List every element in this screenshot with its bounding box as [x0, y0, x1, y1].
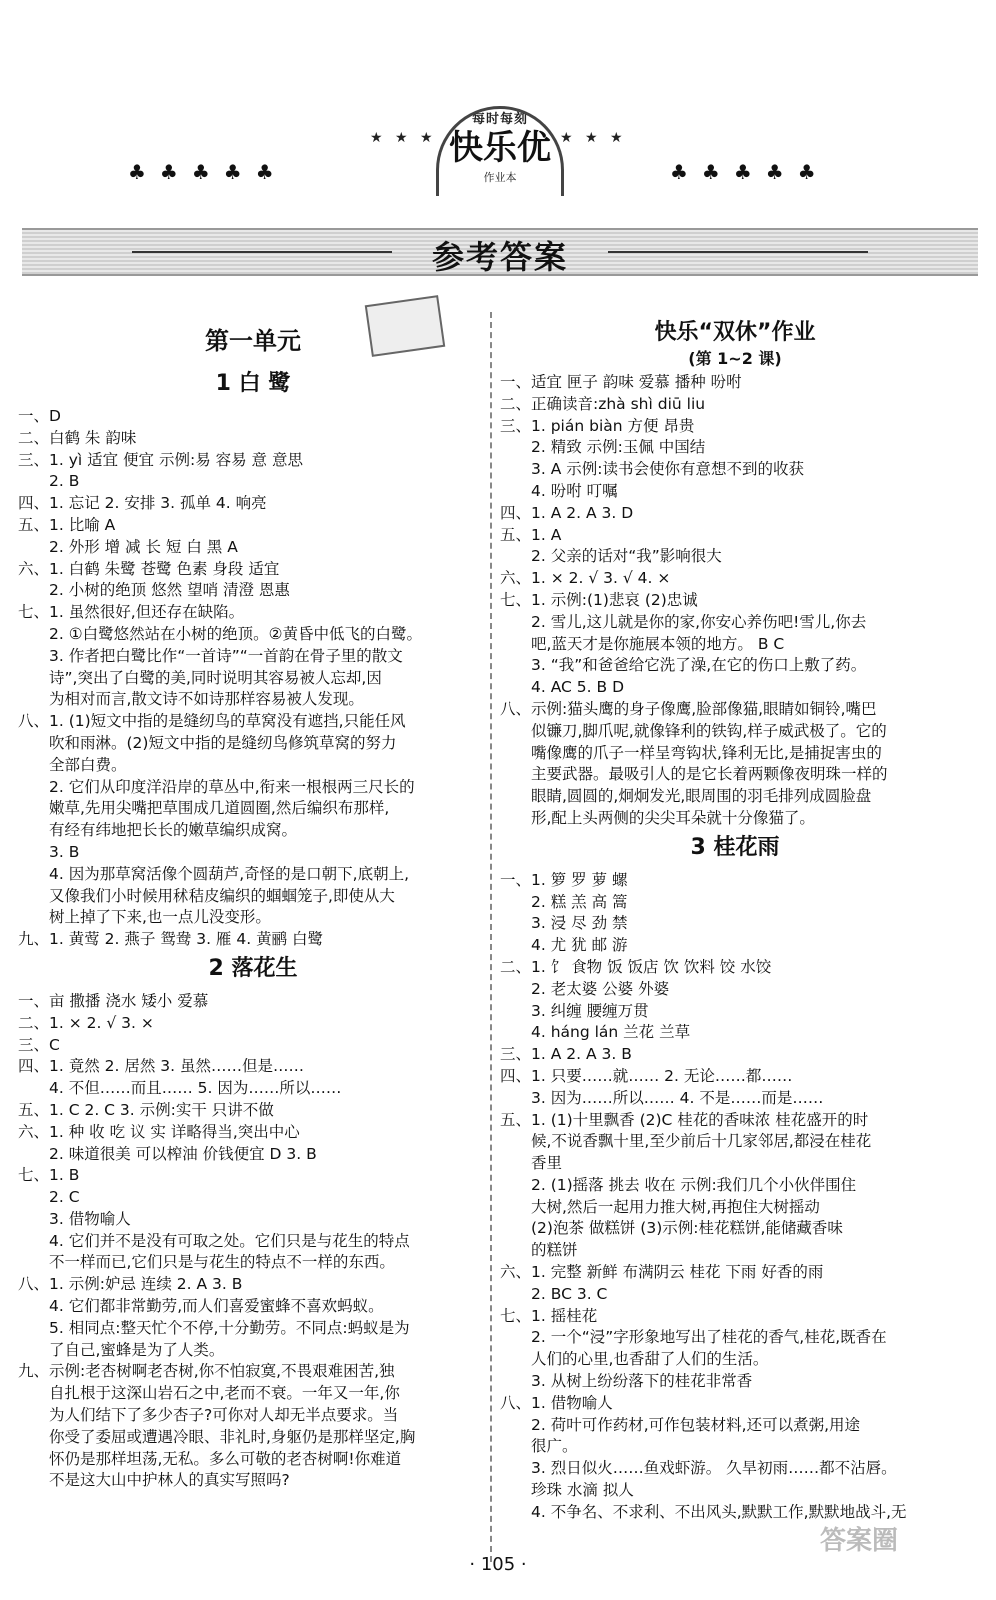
answer-line: 了自己,蜜蜂是为了人类。: [18, 1340, 225, 1359]
brand-main-text: 快乐优: [449, 128, 551, 168]
answer-line: 的糕饼: [500, 1241, 578, 1260]
answer-line: (2)泡茶 做糕饼 (3)示例:桂花糕饼,能储藏香味: [500, 1219, 843, 1238]
clover-decoration-left: ♣♣♣♣♣: [128, 160, 288, 184]
answer-line: 4. 吩咐 叮嘱: [500, 481, 618, 500]
answer-line: 大树,然后一起用力推大树,再抱住大树摇动: [500, 1197, 820, 1216]
answer-line: 八、1. 借物喻人: [500, 1393, 613, 1412]
answer-line: 2. 它们从印度洋沿岸的草丛中,衔来一根根两三尺长的: [18, 777, 415, 796]
answer-line: 似镰刀,脚爪呢,就像锋利的铁钩,样子威武极了。它的: [500, 721, 887, 740]
answer-line: 八、1. (1)短文中指的是缝纫鸟的草窝没有遮挡,只能任风: [18, 712, 406, 731]
answer-line: 形,配上头两侧的尖尖耳朵就十分像猫了。: [500, 808, 815, 827]
answer-line: 二、正确读音:zhà shì diū liu: [500, 394, 706, 413]
star-decoration-left: ★ ★ ★: [370, 130, 437, 146]
answer-line: 一、1. 箩 罗 萝 螺: [500, 870, 628, 889]
answer-line: 二、1. × 2. √ 3. ×: [18, 1013, 154, 1032]
answer-line: 2. 荷叶可作药材,可作包装材料,还可以煮粥,用途: [500, 1415, 860, 1434]
answer-line: 3. 纠缠 腰缠万贯: [500, 1001, 649, 1020]
answer-line: 吹和雨淋。(2)短文中指的是缝纫鸟修筑草窝的努力: [18, 733, 397, 752]
answer-line: 吧,蓝天才是你施展本领的地方。 B C: [500, 634, 785, 653]
answer-line: 五、1. (1)十里飘香 (2)C 桂花的香味浓 桂花盛开的时: [500, 1110, 869, 1129]
answer-line: 五、1. C 2. C 3. 示例:实干 只讲不做: [18, 1100, 274, 1119]
answer-line: 4. AC 5. B D: [500, 678, 625, 697]
answer-line: 怀仍是那样坦荡,无私。多么可敬的老杏树啊!你难道: [18, 1449, 402, 1468]
answer-line: 2. C: [18, 1188, 80, 1207]
answer-line: 2. (1)摇落 挑去 收在 示例:我们几个小伙伴围住: [500, 1175, 857, 1194]
answer-line: 六、1. 完整 新鲜 布满阴云 桂花 下雨 好香的雨: [500, 1263, 824, 1282]
answer-line: 九、示例:老杏树啊老杏树,你不怕寂寞,不畏艰难困苦,独: [18, 1362, 395, 1381]
answer-line: 4. 它们并不是没有可取之处。它们只是与花生的特点: [18, 1231, 410, 1250]
answer-line: 为人们结下了多少杏子?可你对人却无半点要求。当: [18, 1406, 399, 1425]
answer-line: 2. 父亲的话对“我”影响很大: [500, 547, 722, 566]
answer-line: 七、1. 摇桂花: [500, 1306, 598, 1325]
lesson3-title: 3 桂花雨: [690, 834, 780, 860]
answer-line: 四、1. 竟然 2. 居然 3. 虽然……但是……: [18, 1057, 305, 1076]
answer-line: 八、示例:猫头鹰的身子像鹰,脸部像猫,眼睛如铜铃,嘴巴: [500, 699, 877, 718]
answer-line: 五、1. 比喻 A: [18, 515, 116, 534]
clover-decoration-right: ♣♣♣♣♣: [670, 160, 830, 184]
answer-line: 四、1. A 2. A 3. D: [500, 503, 634, 522]
answer-line: 树上掉了下来,也一点儿没变形。: [18, 908, 271, 927]
answer-line: 眼睛,圆圆的,炯炯发光,眼周围的羽毛排列成圆脸盘: [500, 787, 872, 806]
answer-line: 2. 糕 羔 高 篙: [500, 892, 628, 911]
page-number: · 105 ·: [469, 1554, 527, 1575]
lesson3-answers: [500, 870, 970, 1524]
answer-line: 不是这大山中护林人的真实写照吗?: [18, 1471, 290, 1490]
answer-banner: [22, 228, 978, 276]
answer-line: 人们的心里,也香甜了人们的生活。: [500, 1350, 769, 1369]
answer-line: 香里: [500, 1154, 563, 1173]
lesson2-title: 2 落花生: [208, 955, 298, 981]
answer-line: 2. 老太婆 公婆 外婆: [500, 979, 670, 998]
answer-line: 2. 味道很美 可以榨油 价钱便宜 D 3. B: [18, 1144, 317, 1163]
answer-line: 六、1. 种 收 吃 议 实 详略得当,突出中心: [18, 1122, 300, 1141]
answer-line: 4. 它们都非常勤劳,而人们喜爱蜜蜂不喜欢蚂蚁。: [18, 1297, 384, 1316]
lesson2-answers: [18, 991, 488, 1492]
brand-sub-text: 作业本: [483, 171, 517, 184]
answer-line: 4. 尤 犹 邮 游: [500, 936, 628, 955]
answer-line: 4. 不争名、不求利、不出风头,默默工作,默默地战斗,无: [500, 1502, 907, 1521]
answer-line: 四、1. 只要……就…… 2. 无论……都……: [500, 1066, 793, 1085]
column-divider: [490, 312, 492, 1562]
answer-line: 2. 外形 增 减 长 短 白 黑 A: [18, 537, 238, 556]
answer-line: 一、D: [18, 407, 61, 425]
answer-line: 嘴像鹰的爪子一样呈弯钩状,锋利无比,是捕捉害虫的: [500, 743, 882, 762]
answer-line: 一、亩 撒播 浇水 矮小 爱慕: [18, 991, 209, 1010]
answer-line: 4. háng lán 兰花 兰草: [500, 1023, 691, 1042]
answer-line: 四、1. 忘记 2. 安排 3. 孤单 4. 响亮: [18, 494, 267, 513]
answer-line: 一、适宜 匣子 韵味 爱慕 播种 吩咐: [500, 373, 742, 391]
answer-line: 不一样而已,它们只是与花生的特点不一样的东西。: [18, 1253, 395, 1272]
answer-line: 2. 精致 示例:玉佩 中国结: [500, 438, 706, 457]
answer-line: 3. 借物喻人: [18, 1209, 131, 1228]
brand-top-text: 每时每刻: [471, 112, 528, 127]
answer-line: 3. A 示例:读书会使你有意想不到的收获: [500, 460, 804, 479]
answer-line: 五、1. A: [500, 525, 562, 544]
answer-line: 八、1. 示例:妒忌 连续 2. A 3. B: [18, 1275, 243, 1294]
answer-line: 主要武器。最吸引人的是它长着两颗像夜明珠一样的: [500, 765, 888, 784]
answer-line: 二、白鹤 朱 韵味: [18, 428, 137, 447]
banner-title: 参考答案: [431, 238, 568, 276]
happy-weekend-title: 快乐“双休”作业: [654, 320, 816, 345]
answer-line: 2. ①白鹭悠然站在小树的绝顶。②黄昏中低飞的白鹭。: [18, 624, 423, 643]
answer-line: 六、1. × 2. √ 3. √ 4. ×: [500, 569, 671, 588]
answer-line: 七、1. 虽然很好,但还存在缺陷。: [18, 603, 245, 622]
answer-line: 三、C: [18, 1035, 60, 1054]
answer-line: 自扎根于这深山岩石之中,老而不衰。一年又一年,你: [18, 1384, 400, 1403]
happy-weekend-subtitle: (第 1~2 课): [688, 349, 782, 368]
happy-weekend-answers: [500, 372, 970, 830]
answer-line: 4. 不但……而且…… 5. 因为……所以……: [18, 1079, 342, 1098]
answer-line: 3. 烈日似火……鱼戏虾游。 久旱初雨……都不沾唇。: [500, 1459, 897, 1478]
answer-line: 4. 因为那草窝活像个圆葫芦,奇怪的是口朝下,底朝上,: [18, 864, 409, 883]
answer-line: 二、1. 饣 食物 饭 饭店 饮 饮料 饺 水饺: [500, 957, 772, 976]
answer-line: 2. 雪儿,这儿就是你的家,你安心养伤吧!雪儿,你去: [500, 612, 867, 631]
answer-line: 3. 浸 尽 劲 禁: [500, 914, 628, 933]
answer-line: 2. 一个“浸”字形象地写出了桂花的香气,桂花,既香在: [500, 1328, 887, 1347]
answer-line: 六、1. 白鹤 朱鹭 苍鹭 色素 身段 适宜: [18, 559, 280, 578]
answer-line: 三、1. A 2. A 3. B: [500, 1045, 632, 1064]
answer-line: 3. B: [18, 842, 80, 861]
answer-line: 2. 小树的绝顶 悠然 望哨 清澄 恩惠: [18, 581, 290, 600]
answer-line: 嫩草,先用尖嘴把草围成几道圆圈,然后编织布那样,: [18, 799, 390, 818]
answer-line: 3. 因为……所以…… 4. 不是……而是……: [500, 1088, 824, 1107]
unit-title: 第一单元: [205, 327, 301, 355]
answer-line: 2. BC 3. C: [500, 1284, 608, 1303]
answer-line: 候,不说香飘十里,至少前后十几家邻居,都浸在桂花: [500, 1132, 872, 1151]
right-column: [500, 318, 970, 1524]
answer-line: 三、1. yì 适宜 便宜 示例:易 容易 意 意思: [18, 450, 303, 469]
brand-logo: [430, 108, 570, 208]
answer-line: 为相对而言,散文诗不如诗那样容易被人发现。: [18, 690, 364, 709]
answer-line: 3. 作者把白鹭比作“一首诗”“一首韵在骨子里的散文: [18, 646, 403, 665]
star-decoration-right: ★ ★ ★: [560, 130, 627, 146]
answer-line: 5. 相同点:整天忙个不停,十分勤劳。不同点:蚂蚁是为: [18, 1318, 410, 1337]
answer-line: 2. B: [18, 472, 80, 491]
answer-line: 三、1. pián biàn 方便 昂贵: [500, 416, 695, 435]
answer-line: 3. “我”和爸爸给它洗了澡,在它的伤口上敷了药。: [500, 656, 867, 675]
answer-line: 珍珠 水滴 拟人: [500, 1481, 634, 1500]
answer-line: 3. 从树上纷纷落下的桂花非常香: [500, 1372, 753, 1391]
answer-line: 七、1. B: [18, 1166, 80, 1185]
answer-line: 诗”,突出了白鹭的美,同时说明其容易被人忘却,因: [18, 668, 382, 687]
lesson1-answers: [18, 406, 488, 951]
answer-line: 有经有纬地把长长的嫩草编织成窝。: [18, 821, 298, 840]
watermark-logo: 答案圈: [820, 1526, 899, 1556]
answer-line: 七、1. 示例:(1)悲哀 (2)忠诚: [500, 590, 698, 609]
answer-line: 又像我们小时候用秫秸皮编织的蝈蝈笼子,即使从大: [18, 886, 395, 905]
answer-line: 九、1. 黄莺 2. 燕子 鸳鸯 3. 雁 4. 黄鹂 白鹭: [18, 930, 323, 949]
answer-line: 你受了委屈或遭遇冷眼、非礼时,身躯仍是那样坚定,胸: [18, 1427, 416, 1446]
left-column: [18, 318, 488, 1492]
page-header: [0, 100, 996, 220]
answer-line: 很广。: [500, 1437, 578, 1456]
answer-line: 全部白费。: [18, 755, 127, 774]
lesson1-title: 1 白 鹭: [215, 371, 291, 396]
